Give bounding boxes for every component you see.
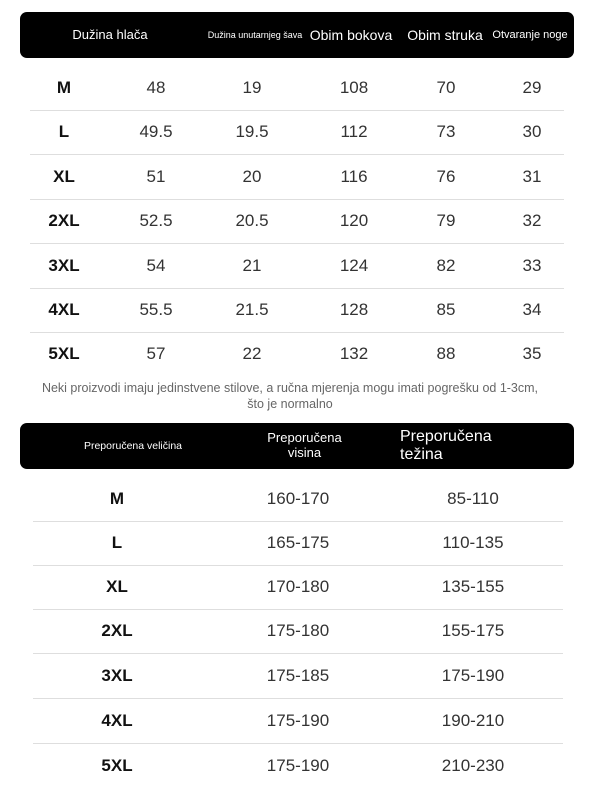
table-row <box>30 66 564 111</box>
header-recommended-height <box>242 423 367 469</box>
leg-opening-cell: 32 <box>522 211 542 230</box>
leg-opening-cell: 34 <box>522 300 542 319</box>
size-cell: 3XL <box>101 666 133 685</box>
header-recommended-height-text: Preporučena visina <box>267 430 342 460</box>
waist-cell: 79 <box>436 211 456 230</box>
size-cell: M <box>109 489 125 508</box>
pants-length-cell: 49.5 <box>139 122 173 141</box>
waist-cell: 70 <box>436 78 456 97</box>
weight-cell: 210-230 <box>441 756 505 775</box>
table-row <box>33 654 563 699</box>
size-cell: 2XL <box>101 621 133 640</box>
hip-cell: 120 <box>339 211 369 230</box>
leg-opening-cell: 33 <box>522 256 542 275</box>
waist-cell: 88 <box>436 344 456 363</box>
height-cell: 175-190 <box>266 711 330 730</box>
hip-cell: 116 <box>340 167 368 186</box>
size-cell: XL <box>106 577 128 596</box>
height-cell: 165-175 <box>266 533 330 552</box>
hip-cell: 124 <box>339 256 369 275</box>
measurement-note: Neki proizvodi imaju jedinstvene stilove, a ručna mjerenja mogu imati pogrešku od 1-3cm, što je normalno <box>41 381 539 411</box>
header-hip: Obim bokova <box>309 26 393 43</box>
height-cell: 175-180 <box>266 621 330 640</box>
header-inseam: Dužina unutarnjeg šava <box>207 29 303 40</box>
table-row <box>30 332 564 376</box>
weight-cell: 85-110 <box>447 489 499 508</box>
size-cell: XL <box>53 167 75 186</box>
header-recommended-size: Preporučena veličina <box>83 439 183 452</box>
size-cell: 2XL <box>48 211 80 230</box>
height-cell: 175-190 <box>266 756 330 775</box>
pants-length-cell: 52.5 <box>139 211 173 230</box>
hip-cell: 108 <box>339 78 369 97</box>
inseam-cell: 22 <box>242 344 262 363</box>
table-row <box>33 565 563 610</box>
pants-length-cell: 48 <box>146 78 166 97</box>
table-row <box>30 244 564 289</box>
leg-opening-cell: 35 <box>522 344 542 363</box>
height-cell: 175-185 <box>266 666 330 685</box>
leg-opening-cell: 31 <box>522 167 542 186</box>
pants-length-cell: 51 <box>146 167 166 186</box>
recommendation-table-header <box>20 423 574 469</box>
leg-opening-cell: 30 <box>522 122 542 141</box>
pants-length-cell: 57 <box>146 344 166 363</box>
waist-cell: 73 <box>436 122 456 141</box>
waist-cell: 82 <box>436 256 456 275</box>
table-row <box>33 744 563 788</box>
waist-cell: 85 <box>436 300 456 319</box>
inseam-cell: 20 <box>242 167 262 186</box>
size-cell: M <box>56 78 72 97</box>
hip-cell: 132 <box>339 344 369 363</box>
pants-length-cell: 55.5 <box>139 300 173 319</box>
height-cell: 170-180 <box>266 577 330 596</box>
weight-cell: 190-210 <box>441 711 505 730</box>
size-cell: 3XL <box>48 256 80 275</box>
header-leg-opening: Otvaranje noge <box>492 28 568 41</box>
size-cell: 5XL <box>101 756 133 775</box>
pants-length-cell: 54 <box>146 256 166 275</box>
inseam-cell: 19.5 <box>235 122 269 141</box>
header-recommended-weight-text: Preporučena težina <box>400 427 492 463</box>
header-recommended-weight <box>376 423 536 469</box>
inseam-cell: 21.5 <box>235 300 269 319</box>
leg-opening-cell: 29 <box>522 78 542 97</box>
size-cell: 4XL <box>48 300 80 319</box>
inseam-cell: 19 <box>242 78 262 97</box>
header-waist: Obim struka <box>407 26 483 43</box>
weight-cell: 110-135 <box>442 533 504 552</box>
weight-cell: 155-175 <box>441 621 505 640</box>
table-row <box>33 699 563 744</box>
size-table-header <box>20 12 574 58</box>
table-row <box>30 199 564 244</box>
height-cell: 160-170 <box>266 489 330 508</box>
size-cell: L <box>111 533 123 552</box>
table-row <box>33 477 563 522</box>
table-row <box>30 288 564 333</box>
table-row <box>30 155 564 200</box>
inseam-cell: 21 <box>242 256 262 275</box>
hip-cell: 112 <box>340 122 368 141</box>
weight-cell: 175-190 <box>441 666 505 685</box>
size-cell: 5XL <box>48 344 80 363</box>
inseam-cell: 20.5 <box>235 211 269 230</box>
size-cell: L <box>58 122 70 141</box>
waist-cell: 76 <box>436 167 456 186</box>
size-cell: 4XL <box>101 711 133 730</box>
table-row <box>30 110 564 155</box>
hip-cell: 128 <box>339 300 369 319</box>
weight-cell: 135-155 <box>441 577 505 596</box>
table-row <box>33 609 563 654</box>
header-pants-length: Dužina hlača <box>72 26 148 42</box>
table-row <box>33 521 563 566</box>
